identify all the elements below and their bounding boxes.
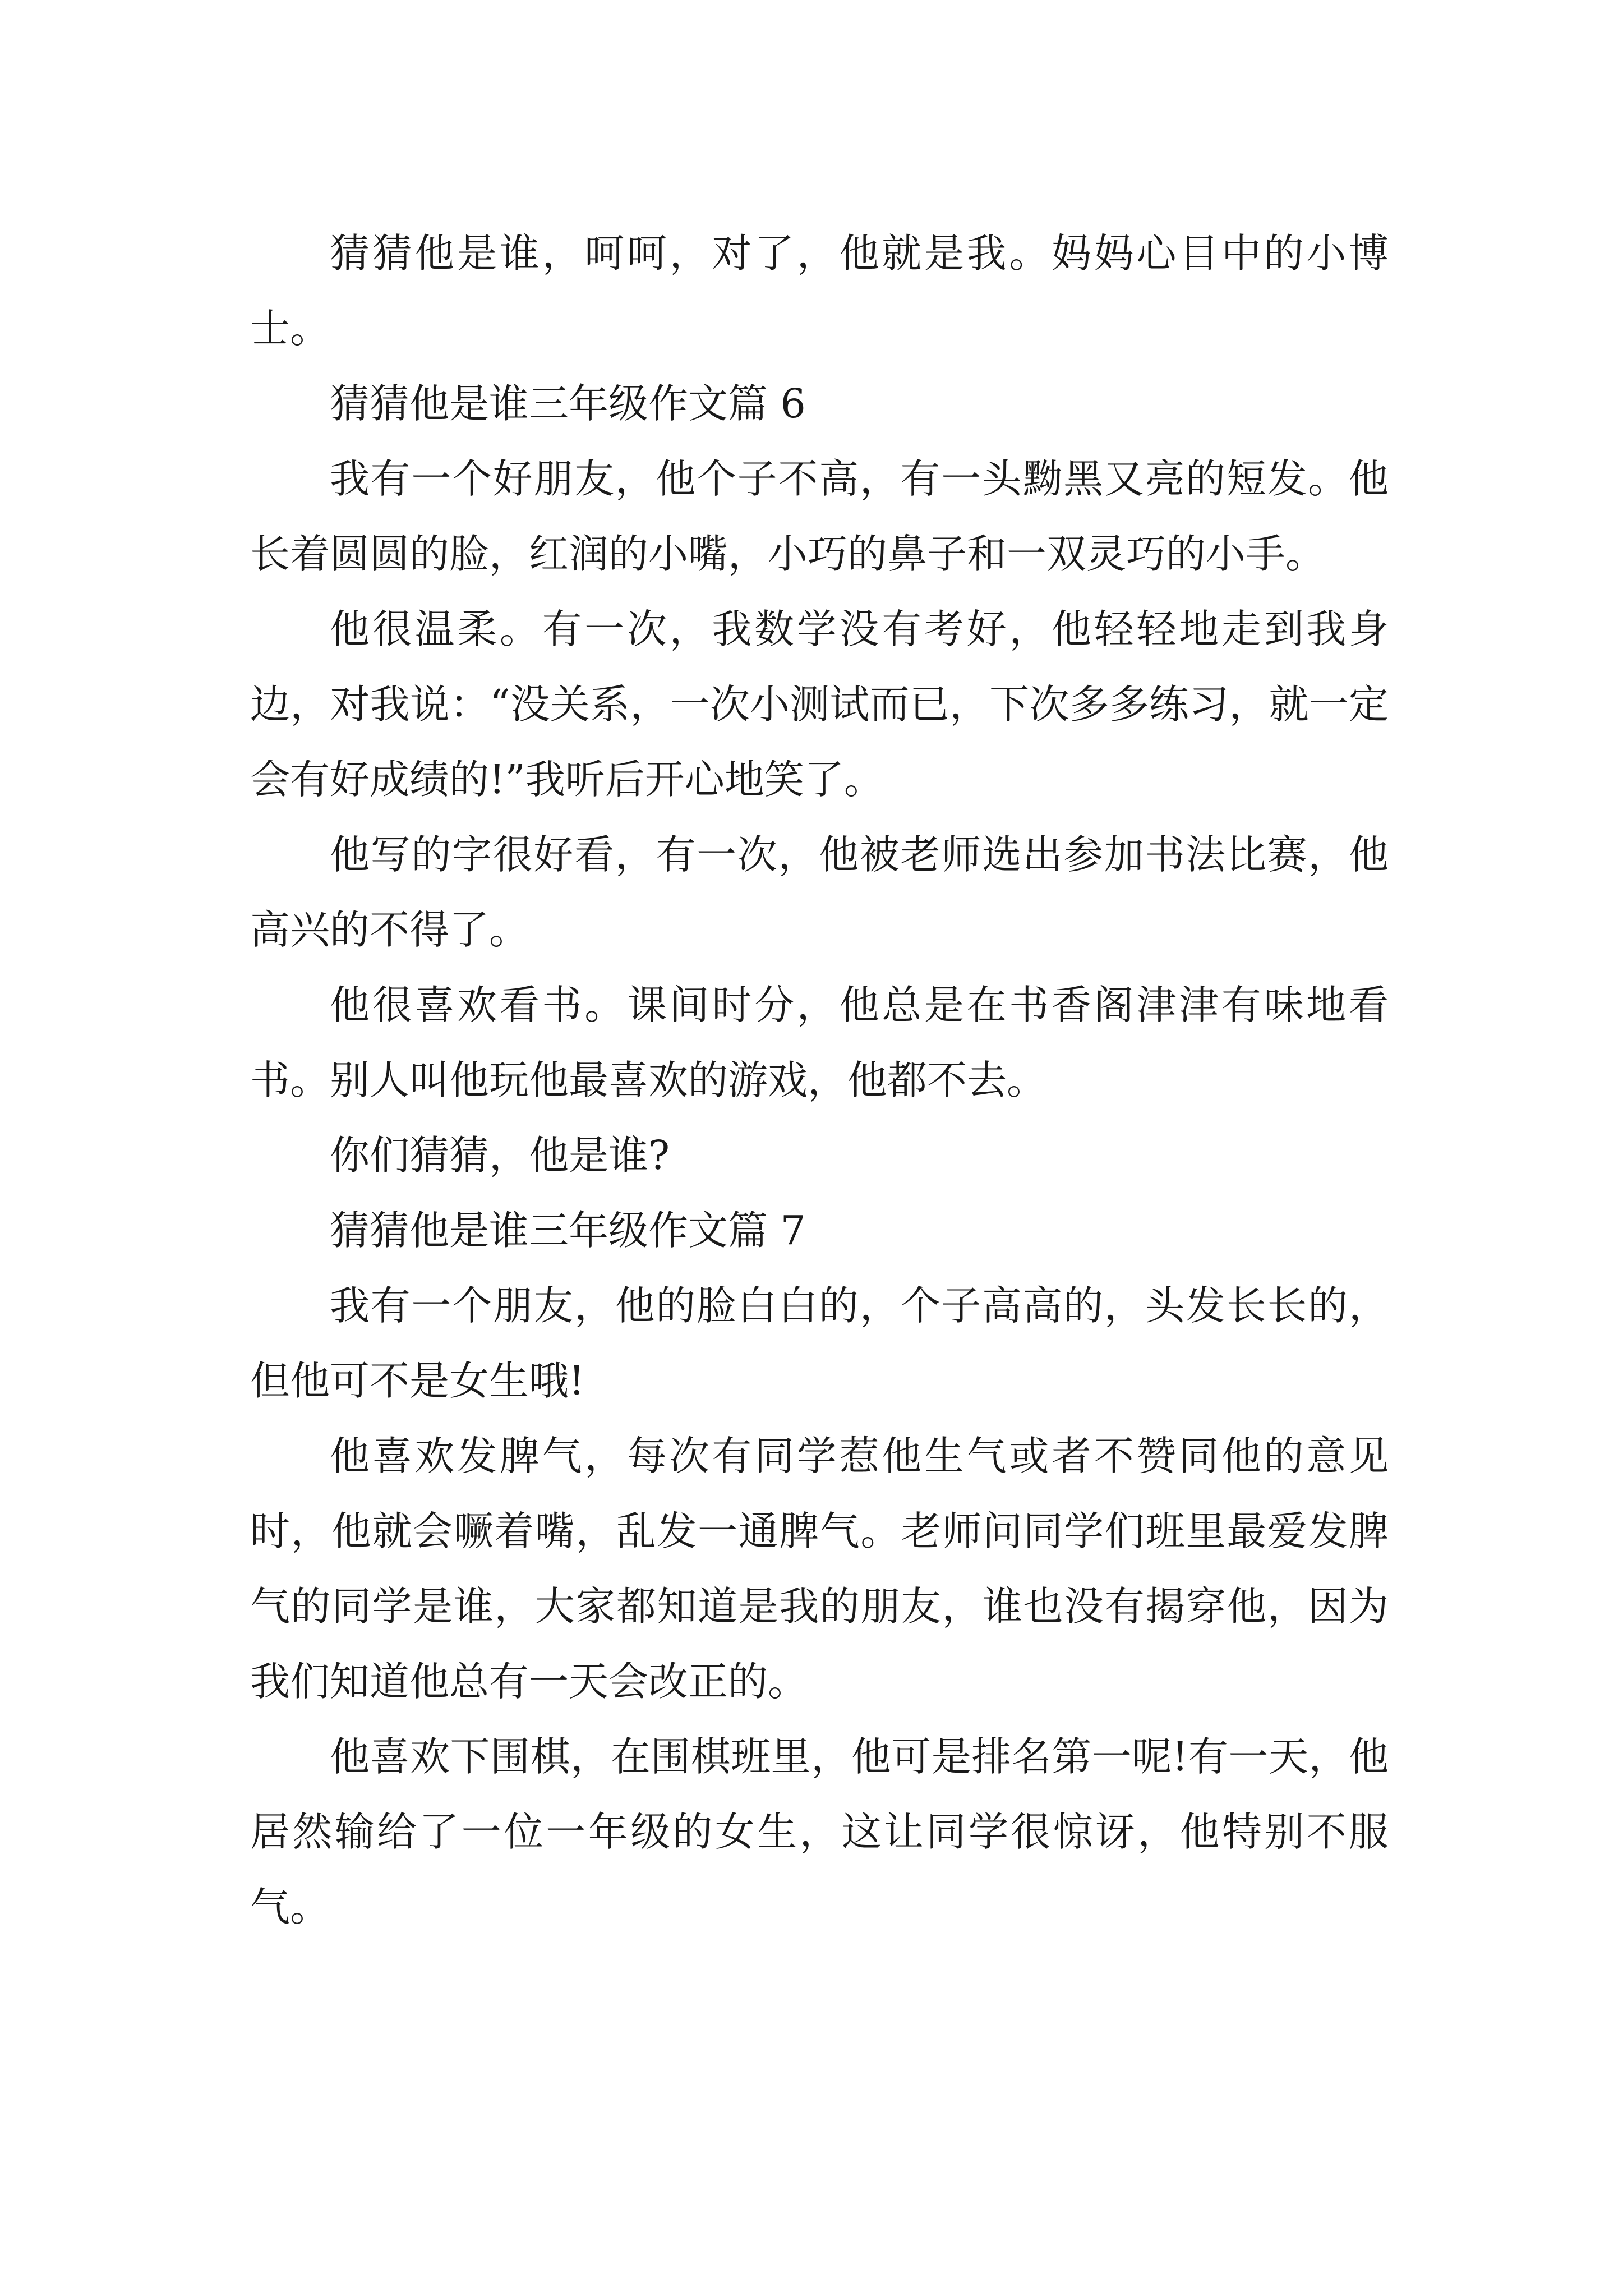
paragraph: 你们猜猜，他是谁? <box>330 1132 670 1179</box>
paragraph: 他喜欢发脾气，每次有同学惹他生气或者不赞同他的意见时，他就会噘着嘴，乱发一通脾气。老师问同学们班里最爱发脾气的同学是谁，大家都知道是我的朋友，谁也没有揭穿他，因为我们知道他总有一天会改正的。 <box>250 1433 1389 1705</box>
section-heading: 猜猜他是谁三年级作文篇 6 <box>330 380 806 427</box>
paragraph: 他很温柔。有一次，我数学没有考好，他轻轻地走到我身边，对我说：“没关系，一次小测试而已，下次多多练习，就一定会有好成绩的!”我听后开心地笑了。 <box>250 606 1389 803</box>
document-body <box>250 216 1389 1945</box>
paragraph: 他写的字很好看，有一次，他被老师选出参加书法比赛，他高兴的不得了。 <box>250 831 1389 953</box>
paragraph: 他喜欢下围棋，在围棋班里，他可是排名第一呢!有一天，他居然输给了一位一年级的女生，这让同学很惊讶，他特别不服气。 <box>250 1733 1389 1930</box>
paragraph: 我有一个好朋友，他个子不高，有一头黝黑又亮的短发。他长着圆圆的脸，红润的小嘴，小巧的鼻子和一双灵巧的小手。 <box>250 455 1389 577</box>
paragraph: 他很喜欢看书。课间时分，他总是在书香阁津津有味地看书。别人叫他玩他最喜欢的游戏，他都不去。 <box>250 982 1389 1103</box>
paragraph: 我有一个朋友，他的脸白白的，个子高高的，头发长长的，但他可不是女生哦! <box>250 1282 1389 1404</box>
section-heading: 猜猜他是谁三年级作文篇 7 <box>330 1207 806 1254</box>
paragraph: 猜猜他是谁，呵呵，对了，他就是我。妈妈心目中的小博士。 <box>250 230 1389 352</box>
